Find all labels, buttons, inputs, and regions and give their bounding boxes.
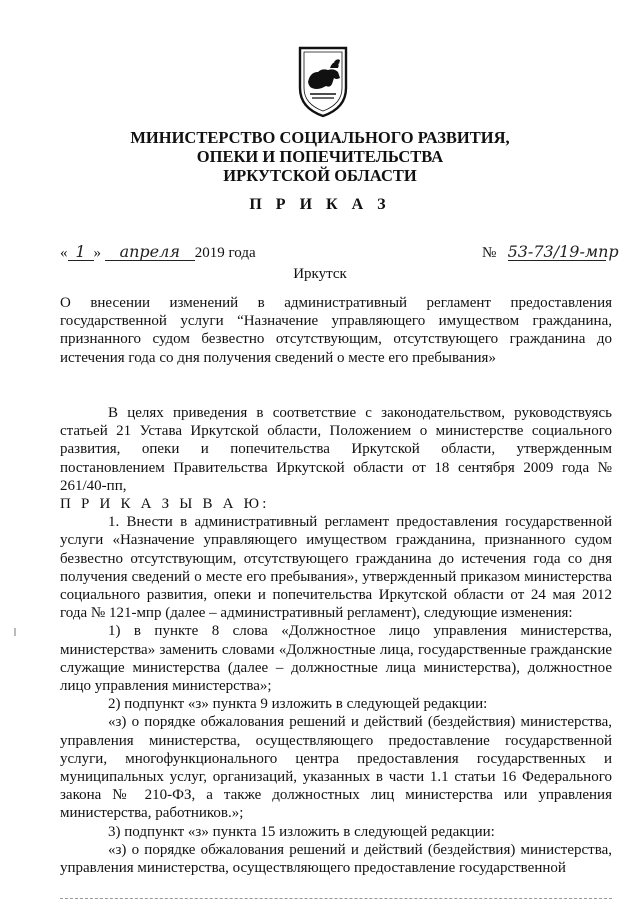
date-month: апреля — [105, 244, 195, 261]
document-type-title: П Р И К А З — [249, 196, 391, 213]
date-year: 2019 года — [194, 245, 256, 261]
document-date — [60, 244, 256, 262]
order-word: П Р И К А З Ы В А Ю: — [60, 496, 270, 513]
subitem-2-paragraph: 2) подпункт «з» пункта 9 изложить в следующей редакции: — [108, 696, 488, 713]
document-city: Иркутск — [293, 266, 347, 282]
document-number — [482, 242, 619, 262]
number-value: 53-73/19-мпр — [507, 242, 619, 261]
ministry-name — [0, 128, 640, 185]
preamble-paragraph: В целях приведения в соответствие с законодательством, руководствуясь статьей 21 Устава Иркутской области, Положением о министерстве социального развития, опеки и попечительства Иркутской области, утвержденным постановлением Правительства Иркутской области от 18 сентября 2009 года № 261/40-пп, — [60, 405, 612, 494]
subitem-3-text: «з) о порядке обжалования решений и действий (бездействия) министерства, управления министерства, осуществляющего предоставление государственной — [60, 841, 612, 877]
subitem-2-text: «з) о порядке обжалования решений и действий (бездействия) министерства, управления министерства, осуществляющего предоставление государственной услуги, многофункционального центра предоставления государственных и муниципальных услуг, организаций, указанных в части 1.1 статьи 16 Федерального закона № 210-ФЗ, а также должностных лиц министерства или управления министерства, работников.»; — [60, 714, 612, 822]
date-day: 1 — [68, 244, 94, 261]
ministry-line-1: МИНИСТЕРСТВО СОЦИАЛЬНОГО РАЗВИТИЯ, — [130, 128, 510, 147]
subitem-3-paragraph: 3) подпункт «з» пункта 15 изложить в следующей редакции: — [108, 823, 495, 840]
ministry-line-2: ОПЕКИ И ПОПЕЧИТЕЛЬСТВА — [196, 147, 444, 166]
coat-of-arms-icon — [296, 44, 350, 120]
ministry-line-3: ИРКУТСКОЙ ОБЛАСТИ — [223, 166, 417, 185]
date-open-quote: « — [60, 245, 68, 261]
footer-rule — [60, 898, 612, 899]
margin-mark — [14, 628, 16, 636]
document-subject — [60, 294, 612, 367]
document-body — [60, 404, 612, 877]
item-1-paragraph: 1. Внести в административный регламент предоставления государственной услуги «Назначение управляющего имуществом гражданина, признанного судом безвестно отсутствующим, отсутствующего гражданина до истечения года со дня получения сведений о месте его пребывания», утвержденный приказом министерства социального развития, опеки и попечительства Иркутской области от 24 мая 2012 года № 121-мпр (далее – административный регламент), следующие изменения: — [60, 514, 612, 622]
number-prefix: № — [482, 245, 497, 261]
subitem-1-paragraph: 1) в пункте 8 слова «Должностное лицо управления министерства, министерства» заменить словами «Должностные лица, государственные гражданские служащие министерства (далее – должностные лица министерства), должностное лицо управления министерства»; — [60, 623, 612, 695]
date-close-quote: » — [93, 245, 101, 261]
subject-text: О внесении изменений в административный регламент предоставления государственной услуги “Назначение управляющего имуществом гражданина, признанного судом безвестно отсутствующим, отсутствующего гражданина до истечения года со дня получения сведений о месте его пребывания» — [60, 295, 612, 366]
